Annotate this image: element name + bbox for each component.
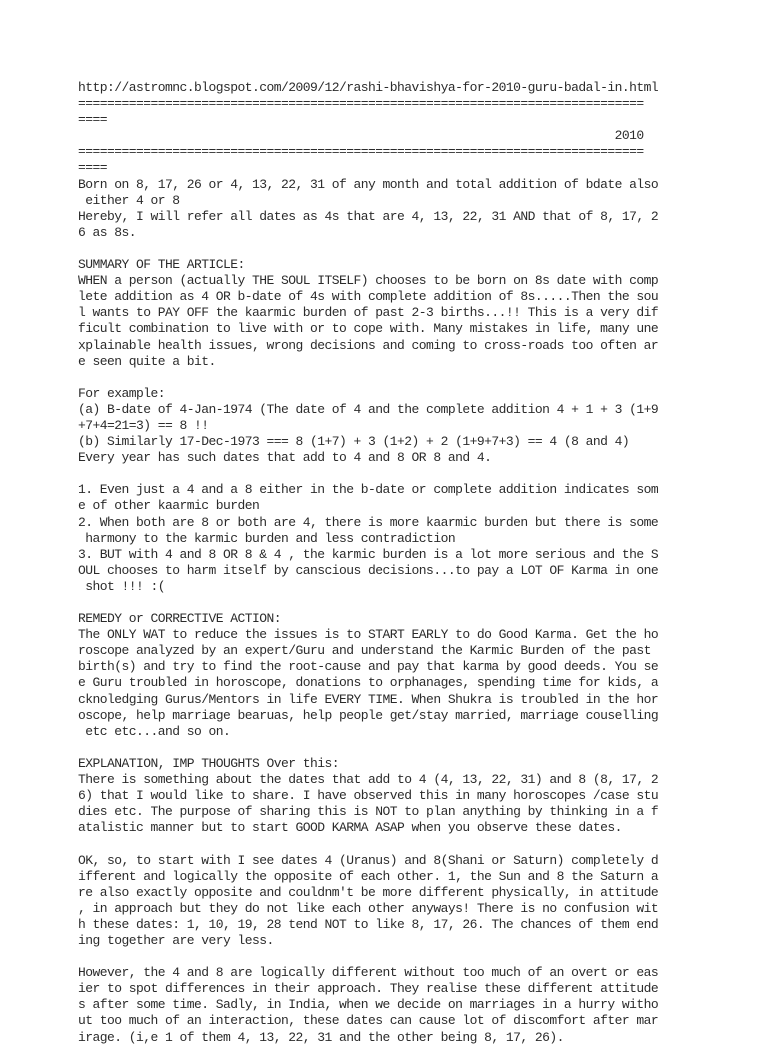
text-line: The ONLY WAT to reduce the issues is to START EARLY to do Good Karma. Get the ho — [78, 627, 659, 643]
text-line: For example: — [78, 385, 166, 401]
text-line: (b) Similarly 17-Dec-1973 === 8 (1+7) + 3 (1+2) + 2 (1+9+7+3) == 4 (8 and 4) — [78, 434, 630, 450]
text-line: irage. (i,e 1 of them 4, 13, 22, 31 and the other being 8, 17, 26). — [78, 1029, 564, 1045]
text-line: 3. BUT with 4 and 8 OR 8 & 4 , the karmic burden is a lot more serious and the S — [78, 546, 659, 562]
text-line: +7+4=21=3) == 8 !! — [78, 417, 209, 433]
text-line: etc etc...and so on. — [78, 723, 231, 739]
text-line: ==== — [78, 160, 108, 176]
text-line: atalistic manner but to start GOOD KARMA ASAP when you observe these dates. — [78, 820, 622, 836]
text-line[interactable]: http://astromnc.blogspot.com/2009/12/rashi-bhavishya-for-2010-guru-badal-in.html — [78, 80, 659, 95]
text-line: However, the 4 and 8 are logically different without too much of an overt or eas — [78, 965, 659, 981]
text-line: e of other kaarmic burden — [78, 498, 260, 514]
text-line: WHEN a person (actually THE SOUL ITSELF) chooses to be born on 8s date with comp — [78, 273, 659, 289]
text-line: , in approach but they do not like each other anyways! There is no confusion wit — [78, 900, 659, 916]
text-line: REMEDY or CORRECTIVE ACTION: — [78, 611, 282, 627]
text-line: e Guru troubled in horoscope, donations to orphanages, spending time for kids, a — [78, 675, 659, 691]
text-line: 2. When both are 8 or both are 4, there is more kaarmic burden but there is some — [78, 514, 659, 530]
text-line: (a) B-date of 4-Jan-1974 (The date of 4 and the complete addition 4 + 1 + 3 (1+9 — [78, 401, 659, 417]
text-line: OK, so, to start with I see dates 4 (Uranus) and 8(Shani or Saturn) completely d — [78, 852, 659, 868]
text-line: dies etc. The purpose of sharing this is NOT to plan anything by thinking in a f — [78, 804, 659, 820]
text-line: roscope analyzed by an expert/Guru and understand the Karmic Burden of the past — [78, 643, 651, 659]
text-line: ifferent and logically the opposite of each other. 1, the Sun and 8 the Saturn a — [78, 868, 659, 884]
text-line: xplainable health issues, wrong decisions and coming to cross-roads too often ar — [78, 337, 659, 353]
text-line: harmony to the karmic burden and less contradiction — [78, 530, 456, 546]
document-text — [78, 80, 698, 1046]
text-line: 2010 — [78, 128, 644, 144]
text-line: EXPLANATION, IMP THOUGHTS Over this: — [78, 755, 340, 771]
text-line: oscope, help marriage bearuas, help people get/stay married, marriage couselling — [78, 707, 659, 723]
text-line: either 4 or 8 — [78, 192, 180, 208]
text-line: cknoledging Gurus/Mentors in life EVERY TIME. When Shukra is troubled in the hor — [78, 691, 659, 707]
text-line — [78, 370, 698, 386]
text-line: ============================================================================== — [78, 144, 644, 160]
text-line: h these dates: 1, 10, 19, 28 tend NOT to like 8, 17, 26. The chances of them end — [78, 916, 659, 932]
text-line: SUMMARY OF THE ARTICLE: — [78, 257, 245, 273]
text-line — [78, 836, 698, 852]
text-line: ing together are very less. — [78, 932, 274, 948]
text-line: Every year has such dates that add to 4 and 8 OR 8 and 4. — [78, 450, 492, 466]
text-line: lete addition as 4 OR b-date of 4s with complete addition of 8s.....Then the sou — [78, 289, 659, 305]
text-line — [78, 949, 698, 965]
text-line: ============================================================================== — [78, 96, 644, 112]
text-line: shot !!! :( — [78, 578, 166, 594]
text-line: birth(s) and try to find the root-cause and pay that karma by good deeds. You se — [78, 659, 659, 675]
text-line: ficult combination to live with or to cope with. Many mistakes in life, many une — [78, 321, 659, 337]
text-line — [78, 595, 698, 611]
text-line: ==== — [78, 112, 108, 128]
text-line — [78, 466, 698, 482]
text-line: Born on 8, 17, 26 or 4, 13, 22, 31 of any month and total addition of bdate also — [78, 176, 659, 192]
text-line: 6) that I would like to share. I have observed this in many horoscopes /case stu — [78, 788, 659, 804]
text-line: s after some time. Sadly, in India, when we decide on marriages in a hurry witho — [78, 997, 659, 1013]
text-line: ier to spot differences in their approach. They realise these different attitude — [78, 981, 659, 997]
text-line: l wants to PAY OFF the kaarmic burden of past 2-3 births...!! This is a very dif — [78, 305, 659, 321]
text-line — [78, 740, 698, 756]
text-line: There is something about the dates that add to 4 (4, 13, 22, 31) and 8 (8, 17, 2 — [78, 772, 659, 788]
text-line — [78, 241, 698, 257]
text-line: 6 as 8s. — [78, 224, 137, 240]
text-line: re also exactly opposite and couldnm't be more different physically, in attitude — [78, 884, 659, 900]
text-line: OUL chooses to harm itself by canscious decisions...to pay a LOT OF Karma in one — [78, 562, 659, 578]
text-line: ut too much of an interaction, these dates can cause lot of discomfort after mar — [78, 1013, 659, 1029]
text-line: 1. Even just a 4 and a 8 either in the b-date or complete addition indicates som — [78, 482, 659, 498]
text-line: Hereby, I will refer all dates as 4s that are 4, 13, 22, 31 AND that of 8, 17, 2 — [78, 208, 659, 224]
text-line: e seen quite a bit. — [78, 353, 216, 369]
